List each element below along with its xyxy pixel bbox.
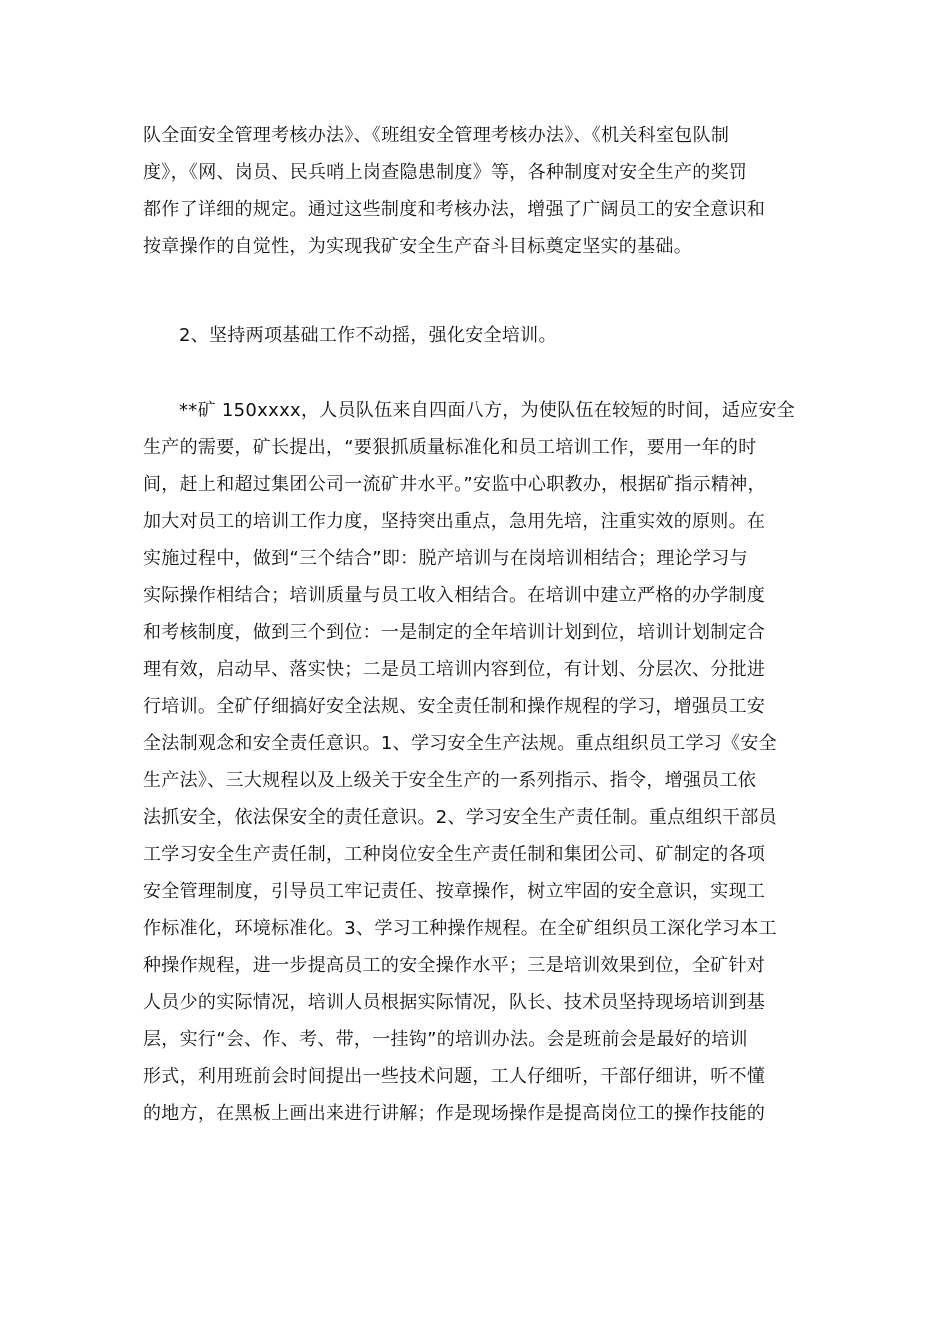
- text-line: 作标准化，环境标准化。3、学习工种操作规程。在全矿组织员工深化学习本工: [143, 918, 777, 939]
- text-line: 实施过程中，做到“三个结合”即：脱产培训与在岗培训相结合；理论学习与: [143, 548, 748, 569]
- text-line: 都作了详细的规定。通过这些制度和考核办法，增强了广阔员工的安全意识和: [143, 199, 766, 220]
- text-line: 队全面安全管理考核办法》、《班组安全管理考核办法》、《机关科室包队制: [143, 125, 730, 146]
- text-line: 度》，《网、岗员、民兵哨上岗查隐患制度》等，各种制度对安全生产的奖罚: [143, 162, 748, 183]
- text-line: 间，赶上和超过集团公司一流矿井水平。”安监中心职教办，根据矿指示精神，: [143, 474, 766, 495]
- text-line: 种操作规程，进一步提高员工的安全操作水平；三是培训效果到位，全矿针对: [143, 955, 766, 976]
- text-line: 实际操作相结合；培训质量与员工收入相结合。在培训中建立严格的办学制度: [143, 585, 766, 606]
- text-line: 和考核制度，做到三个到位：一是制定的全年培训计划到位，培训计划制定合: [143, 622, 766, 643]
- text-line: 的地方，在黑板上画出来进行讲解；作是现场操作是提高岗位工的操作技能的: [143, 1103, 766, 1124]
- text-line: 法抓安全，依法保安全的责任意识。2、学习安全生产责任制。重点组织干部员: [143, 807, 777, 828]
- text-line: 加大对员工的培训工作力度，坚持突出重点，急用先培，注重实效的原则。在: [143, 511, 766, 532]
- text-line: 按章操作的自觉性，为实现我矿安全生产奋斗目标奠定坚实的基础。: [143, 236, 692, 257]
- paragraph-regulations: [143, 117, 813, 265]
- text-line: 安全管理制度，引导员工牢记责任、按章操作，树立牢固的安全意识，实现工: [143, 881, 766, 902]
- text-line: 生产的需要，矿长提出，“要狠抓质量标准化和员工培训工作，要用一年的时: [143, 437, 757, 458]
- text-line: **矿 150xxxx，人员队伍来自四面八方，为使队伍在较短的时间，适应安全: [179, 400, 796, 421]
- text-line: 生产法》、三大规程以及上级关于安全生产的一系列指示、指令，增强员工依: [143, 770, 757, 791]
- text-line: 人员少的实际情况，培训人员根据实际情况，队长、技术员坚持现场培训到基: [143, 992, 766, 1013]
- text-line: 行培训。全矿仔细搞好安全法规、安全责任制和操作规程的学习，增强员工安: [143, 696, 766, 717]
- text-line: 工学习安全生产责任制，工种岗位安全生产责任制和集团公司、矿制定的各项: [143, 844, 766, 865]
- text-line: 形式，利用班前会时间提出一些技术问题，工人仔细听，干部仔细讲，听不懂: [143, 1066, 766, 1087]
- text-line: 层，实行“会、作、考、带，一挂钩”的培训办法。会是班前会是最好的培训: [143, 1029, 748, 1050]
- paragraph-training: [143, 392, 813, 1132]
- text-line: 理有效，启动早、落实快；二是员工培训内容到位，有计划、分层次、分批进: [143, 659, 766, 680]
- text-line: 全法制观念和安全责任意识。1、学习安全生产法规。重点组织员工学习《安全: [143, 733, 777, 754]
- section-heading-2: [143, 317, 813, 354]
- text-line: 2、坚持两项基础工作不动摇，强化安全培训。: [179, 325, 557, 346]
